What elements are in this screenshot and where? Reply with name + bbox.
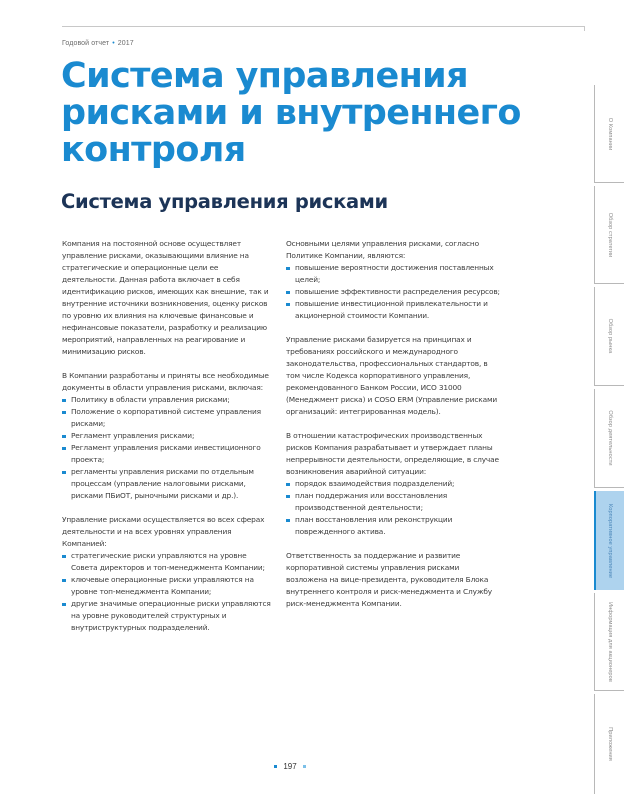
list-item: повышение инвестиционной привлекательности и акционерной стоимости Компании.	[286, 298, 500, 322]
list-item: план поддержания или восстановления производственной деятельности;	[286, 490, 500, 514]
list-item: повышение вероятности достижения поставленных целей;	[286, 262, 500, 286]
list-item: Положение о корпоративной системе управления рисками;	[62, 406, 274, 430]
list-item: повышение эффективности распределения ресурсов;	[286, 286, 500, 298]
list-item: ключевые операционные риски управляются на уровне топ-менеджмента Компании;	[62, 574, 274, 598]
tab-operations-overview[interactable]	[594, 389, 624, 488]
report-year: 2017	[117, 40, 134, 47]
paragraph: Управление рисками осуществляется во всех сферах деятельности и на всех уровнях управления Компанией:	[62, 515, 265, 548]
paragraph: Основными целями управления рисками, согласно Политике Компании, являются:	[286, 239, 479, 260]
list-item: регламенты управления рисками по отдельным процессам (управление налоговыми рисками, рисками ПБиОТ, рыночными рисками и др.).	[62, 466, 274, 502]
top-rule	[62, 26, 585, 27]
tab-label: Обзор стратегии	[606, 212, 613, 257]
page-title: Система управления рисками и внутреннего контроля	[61, 56, 521, 170]
separator-dot: •	[112, 40, 115, 47]
tab-corporate-governance[interactable]	[594, 491, 624, 590]
list-item: порядок взаимодействия подразделений;	[286, 478, 500, 490]
list-item: стратегические риски управляются на уровне Совета директоров и топ-менеджмента Компании;	[62, 550, 274, 574]
list-item: другие значимые операционные риски управляются на уровне руководителей структурных и внутриструктурных подразделений.	[62, 598, 274, 634]
paragraph: В Компании разработаны и приняты все необходимые документы в области управления рисками, включая:	[62, 371, 269, 392]
tab-label: Обзор деятельности	[606, 410, 613, 466]
paragraph: Ответственность за поддержание и развитие корпоративной системы управления рисками возложена на вице-президента, руководителя Блока внутреннего контроля и риск-менеджмента и Службу риск-менеджмента Компании.	[286, 551, 492, 608]
page-dot-left	[274, 765, 277, 768]
top-rule-tick	[584, 26, 585, 31]
tab-label: Обзор рынка	[606, 318, 613, 354]
tab-label: Приложения	[606, 727, 613, 761]
tab-market-overview[interactable]	[594, 287, 624, 386]
page-number-value: 197	[283, 762, 297, 771]
continuity-plans-list	[286, 478, 500, 538]
management-levels-list	[62, 550, 274, 634]
running-head	[62, 40, 134, 47]
tab-shareholder-info[interactable]	[594, 593, 624, 691]
list-item: Регламент управления рисками;	[62, 430, 274, 442]
page-dot-right	[303, 765, 306, 768]
page-number	[0, 762, 580, 771]
section-title: Система управления рисками	[61, 190, 388, 213]
section-sidebar	[594, 85, 624, 794]
paragraph: Компания на постоянной основе осуществляет управление рисками, оказывающими влияние на стратегические и операционные цели ее деятельности. Данная работа включает в себя идентификацию рисков, имеющих как внешние, так и внутренние источники возникновения, оценку рисков по уровню их влияния на ключевые финансовые и нефинансовые показатели, разработку и реализацию мероприятий, направленных на реагирование и минимизацию рисков.	[62, 239, 269, 356]
list-item: план восстановления или реконструкции поврежденного актива.	[286, 514, 500, 538]
left-column	[62, 238, 274, 646]
right-column	[286, 238, 500, 622]
report-name: Годовой отчет	[62, 40, 110, 47]
documents-list	[62, 394, 274, 502]
tab-label: Корпоративное управление	[607, 503, 613, 578]
goals-list	[286, 262, 500, 322]
paragraph: Управление рисками базируется на принципах и требованиях российского и международного законодательства, профессиональных стандартов, в том числе Кодекса корпоративного управления, рекомендованного Банком России, ИСО 31000 (Менеджмент риска) и COSO ERM (Управление рисками организаций: интегрированная модель).	[286, 335, 498, 416]
tab-about-company[interactable]	[594, 85, 624, 183]
list-item: Политику в области управления рисками;	[62, 394, 274, 406]
tab-label: О Компании	[606, 117, 613, 150]
list-item: Регламент управления рисками инвестиционного проекта;	[62, 442, 274, 466]
tab-label: Информация для акционеров	[606, 601, 613, 682]
tab-appendices[interactable]	[594, 694, 624, 794]
tab-strategy-overview[interactable]	[594, 186, 624, 284]
paragraph: В отношении катастрофических производственных рисков Компания разрабатывает и утверждает планы непрерывности деятельности, определяющие, в случае возникновения аварийной ситуации:	[286, 431, 499, 476]
